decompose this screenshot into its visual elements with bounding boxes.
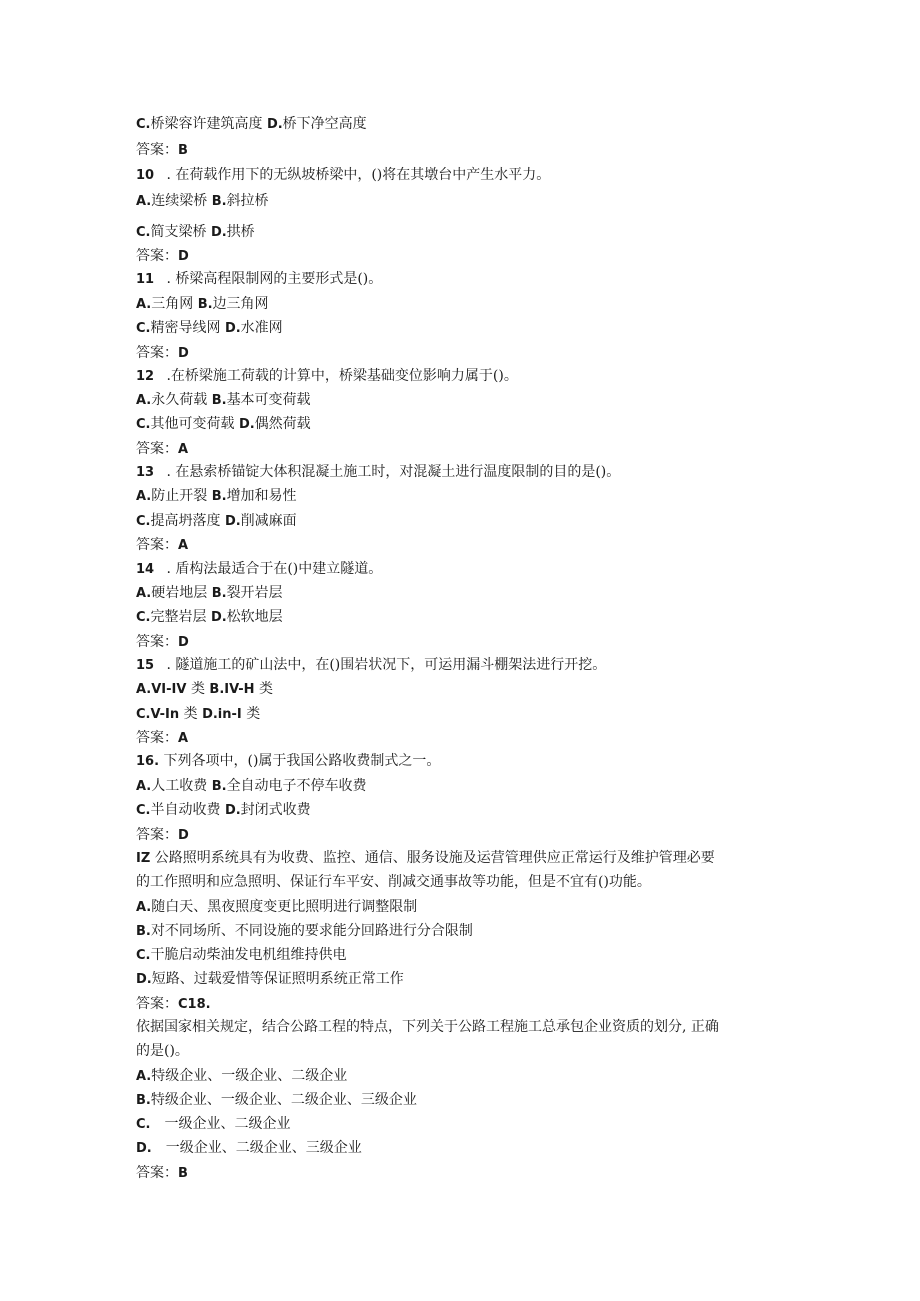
question-number: 12 (136, 369, 155, 384)
text-segment: 斜拉桥 (226, 193, 269, 209)
text-line (136, 1091, 796, 1110)
text-line (136, 319, 796, 338)
text-segment: . 桥梁高程限制网的主要形式是()。 (162, 271, 383, 287)
option-label: B (178, 1166, 188, 1181)
text-segment: 偶然荷载 (254, 416, 311, 432)
option-label: D. (224, 514, 241, 529)
text-line (136, 752, 796, 771)
text-segment: 答案： (136, 1165, 178, 1181)
text-segment: 随白天、黑夜照度变更比照明进行调整限制 (151, 899, 418, 915)
option-label: D (178, 635, 189, 650)
text-segment: 的是()。 (136, 1043, 189, 1059)
text-segment: 答案： (136, 345, 178, 361)
text-segment: 永久荷载 (151, 392, 212, 408)
text-segment: 一级企业、二级企业 (150, 1116, 291, 1132)
option-label: 16. (136, 754, 160, 769)
option-label: B. (211, 393, 227, 408)
text-line (136, 560, 796, 579)
text-segment: 对不同场所、不同设施的要求能分回路进行分合限制 (150, 923, 473, 939)
option-label: C. (136, 225, 151, 240)
option-label: B. (211, 194, 227, 209)
question-number: 15 (136, 658, 155, 673)
text-segment: 特级企业、一级企业、二级企业 (151, 1068, 348, 1084)
text-line (136, 1164, 796, 1183)
text-segment: 边三角网 (212, 296, 269, 312)
text-line (136, 656, 796, 675)
text-segment: 其他可变荷载 (150, 416, 239, 432)
option-label: D.in-I (202, 707, 247, 722)
question-number: 11 (136, 272, 155, 287)
text-segment: 公路照明系统具有为收费、监控、通信、服务设施及运营管理供应正常运行及维护管理必要 (150, 850, 715, 866)
option-label: C. (136, 1117, 151, 1132)
option-label: A.VI-IV (136, 682, 191, 697)
option-label: A. (136, 297, 152, 312)
text-line (136, 801, 796, 820)
text-line (136, 729, 796, 748)
option-label: C. (136, 803, 151, 818)
text-segment: 拱桥 (226, 224, 255, 240)
text-line (136, 970, 796, 989)
text-line (136, 512, 796, 531)
text-line (136, 536, 796, 555)
text-segment: 短路、过载爱惜等保证照明系统正常工作 (151, 971, 404, 987)
text-segment: 桥梁容许建筑高度 (150, 116, 267, 132)
text-segment: 连续梁桥 (151, 193, 212, 209)
text-segment: 依据国家相关规定，结合公路工程的特点，下列关于公路工程施工总承包企业资质的划分, 正确 (136, 1019, 719, 1035)
text-segment: .在桥梁施工荷载的计算中，桥梁基础变位影响力属于()。 (162, 368, 518, 384)
option-label: B. (211, 586, 227, 601)
text-line (136, 1067, 796, 1086)
text-segment: 全自动电子不停车收费 (226, 778, 367, 794)
text-line (136, 826, 796, 845)
text-line (136, 1139, 796, 1158)
text-line (136, 115, 796, 134)
option-label: A. (136, 489, 152, 504)
text-line (136, 946, 796, 965)
text-segment: 答案： (136, 441, 178, 457)
option-label: A. (136, 900, 152, 915)
option-label: B. (211, 779, 227, 794)
text-segment: 封闭式收费 (240, 802, 311, 818)
text-segment: 类 (183, 706, 203, 722)
text-segment: 类 (190, 681, 210, 697)
text-segment: 的工作照明和应急照明、保证行车平安、削减交通事故等功能，但是不宜有()功能。 (136, 874, 651, 890)
text-line (136, 415, 796, 434)
text-line (136, 584, 796, 603)
text-segment: 答案： (136, 248, 178, 264)
text-line (136, 391, 796, 410)
option-label: D. (224, 321, 241, 336)
option-label: A. (136, 194, 152, 209)
text-line (136, 995, 796, 1014)
text-line (136, 1042, 796, 1060)
text-line (136, 223, 796, 242)
question-number: 14 (136, 562, 155, 577)
option-label: A. (136, 1069, 152, 1084)
option-label: B. (136, 1093, 151, 1108)
text-segment: 干脆启动柴油发电机组维持供电 (150, 947, 347, 963)
option-label: A (178, 442, 189, 457)
text-segment: 人工收费 (151, 778, 212, 794)
text-segment: 一级企业、二级企业、三级企业 (151, 1140, 362, 1156)
text-line (136, 440, 796, 459)
text-segment: 松软地层 (226, 609, 283, 625)
text-segment: 提高坍落度 (150, 513, 225, 529)
option-label: C. (136, 610, 151, 625)
option-label: B. (211, 489, 227, 504)
option-label: D. (210, 225, 227, 240)
text-line (136, 295, 796, 314)
option-label: B. (136, 924, 151, 939)
text-segment: 硬岩地层 (151, 585, 212, 601)
text-segment: 增加和易性 (226, 488, 297, 504)
text-line (136, 608, 796, 627)
text-segment: 特级企业、一级企业、二级企业、三级企业 (150, 1092, 417, 1108)
option-label: A (178, 731, 189, 746)
text-segment: 裂开岩层 (226, 585, 283, 601)
text-line (136, 270, 796, 289)
option-label: A (178, 538, 189, 553)
text-segment: . 隧道施工的矿山法中，在()围岩状况下，可运用漏斗棚架法进行开挖。 (162, 657, 607, 673)
text-line (136, 1018, 796, 1036)
text-segment: . 在悬索桥锚锭大体积混凝土施工时，对混凝土进行温度限制的目的是()。 (162, 464, 621, 480)
option-label: D. (136, 1141, 152, 1156)
option-label: A. (136, 393, 152, 408)
text-line (136, 141, 796, 160)
text-segment: 削减麻面 (240, 513, 297, 529)
text-segment: . 盾构法最适合于在()中建立隧道。 (162, 561, 383, 577)
text-line (136, 898, 796, 917)
text-segment: 简支梁桥 (150, 224, 211, 240)
option-label: D (178, 828, 189, 843)
option-label: C. (136, 417, 151, 432)
option-label: C. (136, 117, 151, 132)
text-segment: 三角网 (151, 296, 198, 312)
option-label: D. (238, 417, 255, 432)
text-line (136, 873, 796, 891)
option-label: D. (266, 117, 283, 132)
option-label: D (178, 249, 189, 264)
text-segment: 类 (246, 706, 261, 722)
option-label: A. (136, 586, 152, 601)
text-segment: 答案： (136, 827, 178, 843)
text-line (136, 777, 796, 796)
option-label: B. (197, 297, 213, 312)
question-number: 10 (136, 168, 155, 183)
text-line (136, 849, 796, 868)
text-segment: 精密导线网 (150, 320, 225, 336)
text-line (136, 680, 796, 699)
text-line (136, 367, 796, 386)
text-segment: 答案： (136, 142, 178, 158)
question-number: 13 (136, 465, 155, 480)
text-segment: 答案： (136, 537, 178, 553)
option-label: B (178, 143, 188, 158)
text-segment: 类 (259, 681, 274, 697)
text-segment: 答案： (136, 730, 178, 746)
option-label: A. (136, 779, 152, 794)
text-segment: 桥下净空高度 (282, 116, 367, 132)
option-label: IZ (136, 851, 151, 866)
text-line (136, 1115, 796, 1134)
text-segment: 水准网 (240, 320, 283, 336)
text-segment: 答案： (136, 996, 178, 1012)
text-line (136, 487, 796, 506)
option-label: C. (136, 514, 151, 529)
option-label: D. (224, 803, 241, 818)
text-segment: 下列各项中，()属于我国公路收费制式之一。 (159, 753, 441, 769)
text-segment: 基本可变荷载 (226, 392, 311, 408)
text-line (136, 633, 796, 652)
option-label: D. (210, 610, 227, 625)
text-line (136, 247, 796, 266)
text-segment: . 在荷载作用下的无纵坡桥梁中，()将在其墩台中产生水平力。 (162, 167, 551, 183)
option-label: D. (136, 972, 152, 987)
text-line (136, 705, 796, 724)
text-segment: 完整岩层 (150, 609, 211, 625)
text-segment: 答案： (136, 634, 178, 650)
text-line (136, 463, 796, 482)
option-label: C. (136, 321, 151, 336)
text-line (136, 344, 796, 363)
text-line (136, 922, 796, 941)
option-label: D (178, 346, 189, 361)
option-label: C.V-In (136, 707, 184, 722)
option-label: C. (136, 948, 151, 963)
text-segment: 防止开裂 (151, 488, 212, 504)
text-line (136, 166, 796, 185)
text-line (136, 192, 796, 211)
option-label: B.IV-H (209, 682, 260, 697)
option-label: C18. (178, 997, 211, 1012)
text-segment: 半自动收费 (150, 802, 225, 818)
